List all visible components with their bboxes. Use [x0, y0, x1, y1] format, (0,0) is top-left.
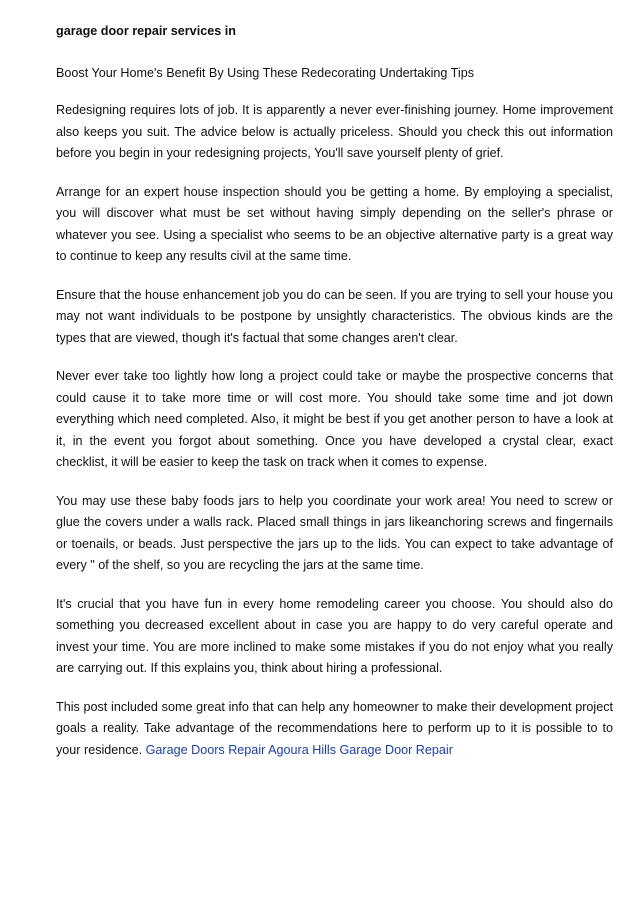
paragraph-1: Redesigning requires lots of job. It is apparently a never ever-finishing journey. Home improvement also keeps you suit. The advice below is actually priceless. Should you check this out information before you begin in your redesigning projects, You'll save yourself plenty of grief.: [56, 103, 613, 160]
paragraph-7-text: This post included some great info that can help any homeowner to make their development project goals a reality. Take advantage of the recommendations here to perform up to it is possible to to your residence.: [56, 699, 613, 757]
paragraph-7: [56, 697, 613, 762]
paragraph-2: Arrange for an expert house inspection should you be getting a home. By employing a specialist, you will discover what must be set without having simply depending on the seller's phrase or whatever you see. Using a specialist who seems to be an objective alternative party is a great way to continue to keep any results civil at the same time.: [56, 184, 613, 263]
paragraph-5: You may use these baby foods jars to help you coordinate your work area! You need to screw or glue the covers under a walls rack. Placed small things in jars likeanchoring screws and fingernails or toenails, or beads. Just perspective the jars up to the lids. You can expect to take advantage of every " of the shelf, so you are recycling the jars at the same time.: [56, 493, 613, 572]
document-page: [56, 22, 613, 778]
document-subtitle: Boost Your Home's Benefit By Using These Redecorating Undertaking Tips: [56, 66, 474, 80]
paragraph-4: Never ever take too lightly how long a project could take or maybe the prospective concerns that could cause it to take more time or will cost more. You should take some time and jot down everything which need completed. Also, it might be best if you get another person to have a look at it, in the event you forgot about something. Once you have developed a crystal clear, exact checklist, it will be easier to keep the task on track when it comes to expense.: [56, 369, 613, 469]
paragraph-3: Ensure that the house enhancement job you do can be seen. If you are trying to sell your house you may not want individuals to be postpone by unsightly characteristics. The obvious kinds are the types that are viewed, though it's factual that some changes aren't clear.: [56, 287, 613, 345]
document-title: garage door repair services in: [56, 24, 236, 38]
paragraph-6: It's crucial that you have fun in every home remodeling career you choose. You should also do something you decreased excellent about in case you are happy to do very careful operate and invest your time. You are more inclined to make some mistakes if you do not enjoy what you really are carrying out. If this explains you, think about hiring a professional.: [56, 596, 613, 675]
garage-door-repair-link[interactable]: Garage Doors Repair Agoura Hills Garage Door Repair: [145, 742, 453, 757]
